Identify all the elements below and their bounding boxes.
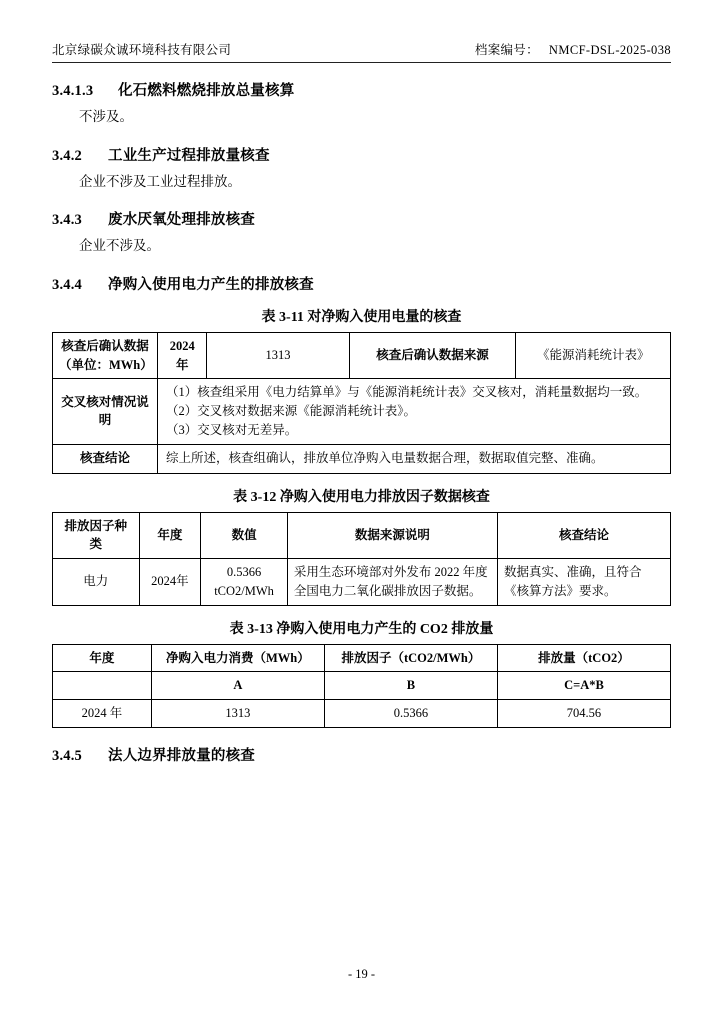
cell-source-value: 《能源消耗统计表》 xyxy=(516,332,671,379)
heading-number: 3.4.5 xyxy=(52,747,82,764)
table-header-row xyxy=(53,644,671,672)
archive-label: 档案编号： xyxy=(474,43,539,57)
heading-3-4-4 xyxy=(52,273,671,294)
heading-3-4-5 xyxy=(52,744,671,765)
heading-title: 净购入使用电力产生的排放核查 xyxy=(108,276,314,293)
heading-title: 废水厌氧处理排放核查 xyxy=(108,212,255,229)
table-header-row xyxy=(53,512,671,559)
table-row xyxy=(53,700,671,728)
formula-cell-a: A xyxy=(151,672,324,700)
cell-confirmed-data-label: 核查后确认数据（单位：MWh） xyxy=(53,332,158,379)
table-3-12 xyxy=(52,512,671,606)
table-3-11 xyxy=(52,332,671,474)
cell-crosscheck-content xyxy=(158,379,671,444)
table-row xyxy=(53,559,671,606)
cell-factor-value xyxy=(201,559,288,606)
crosscheck-line-2: （2）交叉核对数据来源《能源消耗统计表》。 xyxy=(166,404,417,419)
document-header xyxy=(52,40,671,63)
table-row xyxy=(53,444,671,473)
table-3-13 xyxy=(52,644,671,728)
cell-conclusion-value: 综上所述，核查组确认，排放单位净购入电量数据合理，数据取值完整、准确。 xyxy=(158,444,671,473)
cell-source-note: 采用生态环境部对外发布 2022 年度全国电力二氧化碳排放因子数据。 xyxy=(287,559,497,606)
formula-cell-c: C=A*B xyxy=(497,672,670,700)
formula-cell-b: B xyxy=(324,672,497,700)
cell-year: 2024年 xyxy=(139,559,201,606)
paragraph-3-4-1-3: 不涉及。 xyxy=(79,109,133,124)
cell-crosscheck-label: 交叉核对情况说明 xyxy=(53,379,158,444)
header-source: 数据来源说明 xyxy=(287,512,497,559)
heading-3-4-3 xyxy=(52,208,671,229)
table-3-12-caption: 表 3-12 净购入使用电力排放因子数据核查 xyxy=(233,489,490,505)
header-value: 数值 xyxy=(201,512,288,559)
archive-number: NMCF-DSL-2025-038 xyxy=(548,43,671,57)
cell-year: 2024年 xyxy=(158,332,207,379)
heading-number: 3.4.1.3 xyxy=(52,83,94,99)
crosscheck-line-1: （1）核查组采用《电力结算单》与《能源消耗统计表》交叉核对，消耗量数据均一致。 xyxy=(166,385,648,400)
cell-consumption: 1313 xyxy=(151,700,324,728)
table-row xyxy=(53,332,671,379)
heading-number: 3.4.3 xyxy=(52,212,82,229)
table-3-13-caption: 表 3-13 净购入使用电力产生的 CO2 排放量 xyxy=(229,621,494,637)
header-conclusion: 核查结论 xyxy=(497,512,670,559)
table-3-11-caption: 表 3-11 对净购入使用电量的核查 xyxy=(261,309,462,325)
factor-value-number: 0.5366 xyxy=(226,565,262,580)
heading-3-4-1-3 xyxy=(52,79,671,100)
header-emission-factor: 排放因子（tCO2/MWh） xyxy=(324,644,497,672)
table-row xyxy=(53,379,671,444)
heading-title: 法人边界排放量的核查 xyxy=(108,747,255,764)
company-name: 北京绿碳众诚环境科技有限公司 xyxy=(52,43,232,57)
cell-year: 2024 年 xyxy=(53,700,152,728)
cell-conclusion: 数据真实、准确，且符合《核算方法》要求。 xyxy=(497,559,670,606)
cell-conclusion-label: 核查结论 xyxy=(53,444,158,473)
cell-emissions: 704.56 xyxy=(497,700,670,728)
header-electricity-consumption: 净购入电力消费（MWh） xyxy=(151,644,324,672)
header-emissions: 排放量（tCO2） xyxy=(497,644,670,672)
formula-cell-blank xyxy=(53,672,152,700)
paragraph-3-4-2: 企业不涉及工业过程排放。 xyxy=(79,173,241,189)
factor-value-unit: tCO2/MWh xyxy=(214,583,274,598)
heading-3-4-2 xyxy=(52,144,671,165)
heading-title: 化石燃料燃烧排放总量核算 xyxy=(118,83,295,99)
heading-title: 工业生产过程排放量核查 xyxy=(108,147,270,164)
page-number: - 19 - xyxy=(347,967,376,981)
heading-number: 3.4.4 xyxy=(52,276,82,293)
cell-source-label: 核查后确认数据来源 xyxy=(349,332,516,379)
crosscheck-line-3: （3）交叉核对无差异。 xyxy=(166,422,298,437)
header-year: 年度 xyxy=(139,512,201,559)
cell-factor-kind: 电力 xyxy=(53,559,140,606)
table-formula-row xyxy=(53,672,671,700)
heading-number: 3.4.2 xyxy=(52,147,82,164)
paragraph-3-4-3: 企业不涉及。 xyxy=(79,238,160,254)
header-factor-kind: 排放因子种类 xyxy=(53,512,140,559)
header-year: 年度 xyxy=(53,644,152,672)
cell-factor: 0.5366 xyxy=(324,700,497,728)
cell-value: 1313 xyxy=(207,332,349,379)
